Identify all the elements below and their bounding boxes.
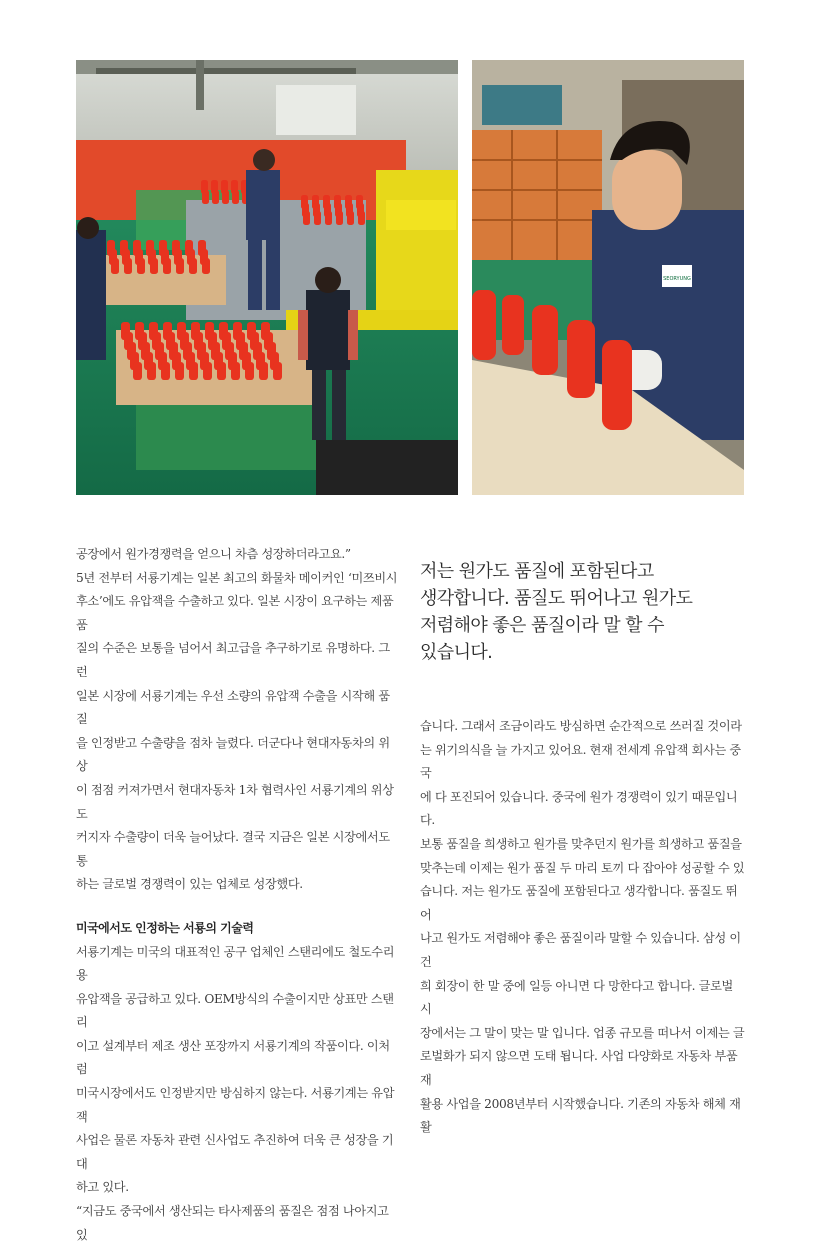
hydraulic-jack — [532, 305, 558, 375]
paragraph-line: 이 점점 커져가면서 현대자동차 1차 협력사인 서룡기계의 위상도 — [76, 782, 394, 821]
hydraulic-jack — [150, 258, 158, 274]
badge-text: SEORYUNG — [663, 276, 691, 282]
hydraulic-jack — [212, 190, 219, 204]
paragraph-line: 5년 전부터 서룡기계는 일본 최고의 화물차 메이커인 ‘미쯔비시 — [76, 570, 398, 585]
hydraulic-jack — [259, 362, 268, 380]
hydraulic-jack — [111, 258, 119, 274]
hydraulic-jack — [314, 211, 321, 225]
paragraph-line: 질의 수준은 보통을 넘어서 최고급을 추구하기로 유명하다. 그런 — [76, 641, 390, 679]
paragraph-line: 장에서는 그 말이 맞는 말 입니다. 업종 규모를 떠나서 이제는 글 — [420, 1025, 745, 1040]
hydraulic-jack — [217, 362, 226, 380]
hydraulic-jack — [189, 362, 198, 380]
hydraulic-jack — [232, 190, 239, 204]
hydraulic-jack — [347, 211, 354, 225]
hydraulic-jack — [124, 258, 132, 274]
hydraulic-jack — [161, 362, 170, 380]
paragraph-line: 나고 원가도 저렴해야 좋은 품질이라 말할 수 있습니다. 삼성 이건 — [420, 931, 741, 969]
paragraph-line: 공장에서 원가경쟁력을 얻으니 차츰 성장하더라고요.” — [76, 547, 351, 561]
hydraulic-jack — [163, 258, 171, 274]
paragraph-line: 미국시장에서도 인정받지만 방심하지 않는다. 서룡기계는 유압잭 — [76, 1086, 395, 1124]
hydraulic-jack — [602, 340, 632, 430]
pull-quote — [420, 558, 740, 666]
hydraulic-jack — [273, 362, 282, 380]
hydraulic-jack — [137, 258, 145, 274]
paragraph-line: 습니다. 저는 원가도 품질에 포함된다고 생각합니다. 품질도 뛰어 — [420, 884, 738, 922]
hydraulic-jack — [202, 258, 210, 274]
paragraph-line: 일본 시장에 서룡기계는 우선 소량의 유압잭 수출을 시작해 품질 — [76, 688, 390, 727]
worker-inspecting-jacks-photo — [472, 60, 744, 495]
paragraph-line: 희 회장이 한 말 중에 일등 아니면 다 망한다고 합니다. 글로벌 시 — [420, 978, 733, 1017]
hydraulic-jack — [222, 190, 229, 204]
hydraulic-jack — [203, 362, 212, 380]
paragraph-line: 로벌화가 되지 않으면 도태 됩니다. 사업 다양화로 자동차 부품 재 — [420, 1049, 738, 1087]
paragraph-line: 후소’에도 유압잭을 수출하고 있다. 일본 시장이 요구하는 제품 품 — [76, 594, 394, 632]
hydraulic-jack — [202, 190, 209, 204]
hydraulic-jack — [231, 362, 240, 380]
pull-quote-line: 있습니다. — [420, 642, 493, 663]
hydraulic-jack — [245, 362, 254, 380]
hydraulic-jack — [147, 362, 156, 380]
hydraulic-jack — [175, 362, 184, 380]
hydraulic-jack — [133, 362, 142, 380]
factory-floor-photo — [76, 60, 458, 495]
hydraulic-jack — [325, 211, 332, 225]
pull-quote-line: 저는 원가도 품질에 포함된다고 — [420, 561, 654, 582]
hydraulic-jack — [336, 211, 343, 225]
paragraph-line: 하고 있다. — [76, 1180, 129, 1195]
section-subheading: 미국에서도 인정하는 서룡의 기술력 — [76, 920, 254, 935]
paragraph-line: 활용 사업을 2008년부터 시작했습니다. 기존의 자동차 해체 재활 — [420, 1096, 741, 1135]
paragraph-line: 이고 설계부터 제조 생산 포장까지 서룡기계의 작품이다. 이처럼 — [76, 1038, 390, 1077]
paragraph-line: 을 인정받고 수출량을 점차 늘렸다. 더군다나 현대자동차의 위상 — [76, 735, 390, 774]
paragraph-line: 는 위기의식을 늘 가지고 있어요. 현재 전세계 유압잭 회사는 중국 — [420, 742, 741, 781]
pull-quote-line: 생각합니다. 품질도 뛰어나고 원가도 — [420, 588, 693, 609]
hydraulic-jack — [176, 258, 184, 274]
paragraph-line: 하는 글로벌 경쟁력이 있는 업체로 성장했다. — [76, 877, 303, 892]
hydraulic-jack — [567, 320, 595, 398]
hydraulic-jack — [472, 290, 496, 360]
hydraulic-jack — [358, 211, 365, 225]
paragraph-line: 에 다 포진되어 있습니다. 중국에 원가 경쟁력이 있기 때문입니다. — [420, 789, 738, 828]
hydraulic-jack — [303, 211, 310, 225]
paragraph-line: 유압잭을 공급하고 있다. OEM방식의 수출이지만 상표만 스탠리 — [76, 991, 394, 1030]
article-left-column — [76, 543, 400, 1247]
paragraph-line: 보통 품질을 희생하고 원가를 맞추던지 원가를 희생하고 품질을 — [420, 836, 742, 851]
paragraph-line: 습니다. 그래서 조금이라도 방심하면 순간적으로 쓰러질 것이라 — [420, 719, 742, 733]
paragraph-line: 맞추는데 이제는 원가 품질 두 마리 토끼 다 잡아야 성공할 수 있 — [420, 860, 745, 875]
paragraph-line: “지금도 중국에서 생산되는 타사제품의 품질은 점점 나아지고 있 — [76, 1204, 389, 1242]
pull-quote-line: 저렴해야 좋은 품질이라 말 할 수 — [420, 615, 664, 636]
article-right-column — [420, 715, 746, 1140]
hydraulic-jack — [189, 258, 197, 274]
paragraph-line: 서룡기계는 미국의 대표적인 공구 업체인 스탠리에도 철도수리용 — [76, 944, 395, 983]
paragraph-line: 커지자 수출량이 더욱 늘어났다. 결국 지금은 일본 시장에서도 통 — [76, 830, 390, 868]
hydraulic-jack — [502, 295, 524, 355]
paragraph-line: 사업은 물론 자동차 관련 신사업도 추진하여 더욱 큰 성장을 기대 — [76, 1133, 394, 1171]
